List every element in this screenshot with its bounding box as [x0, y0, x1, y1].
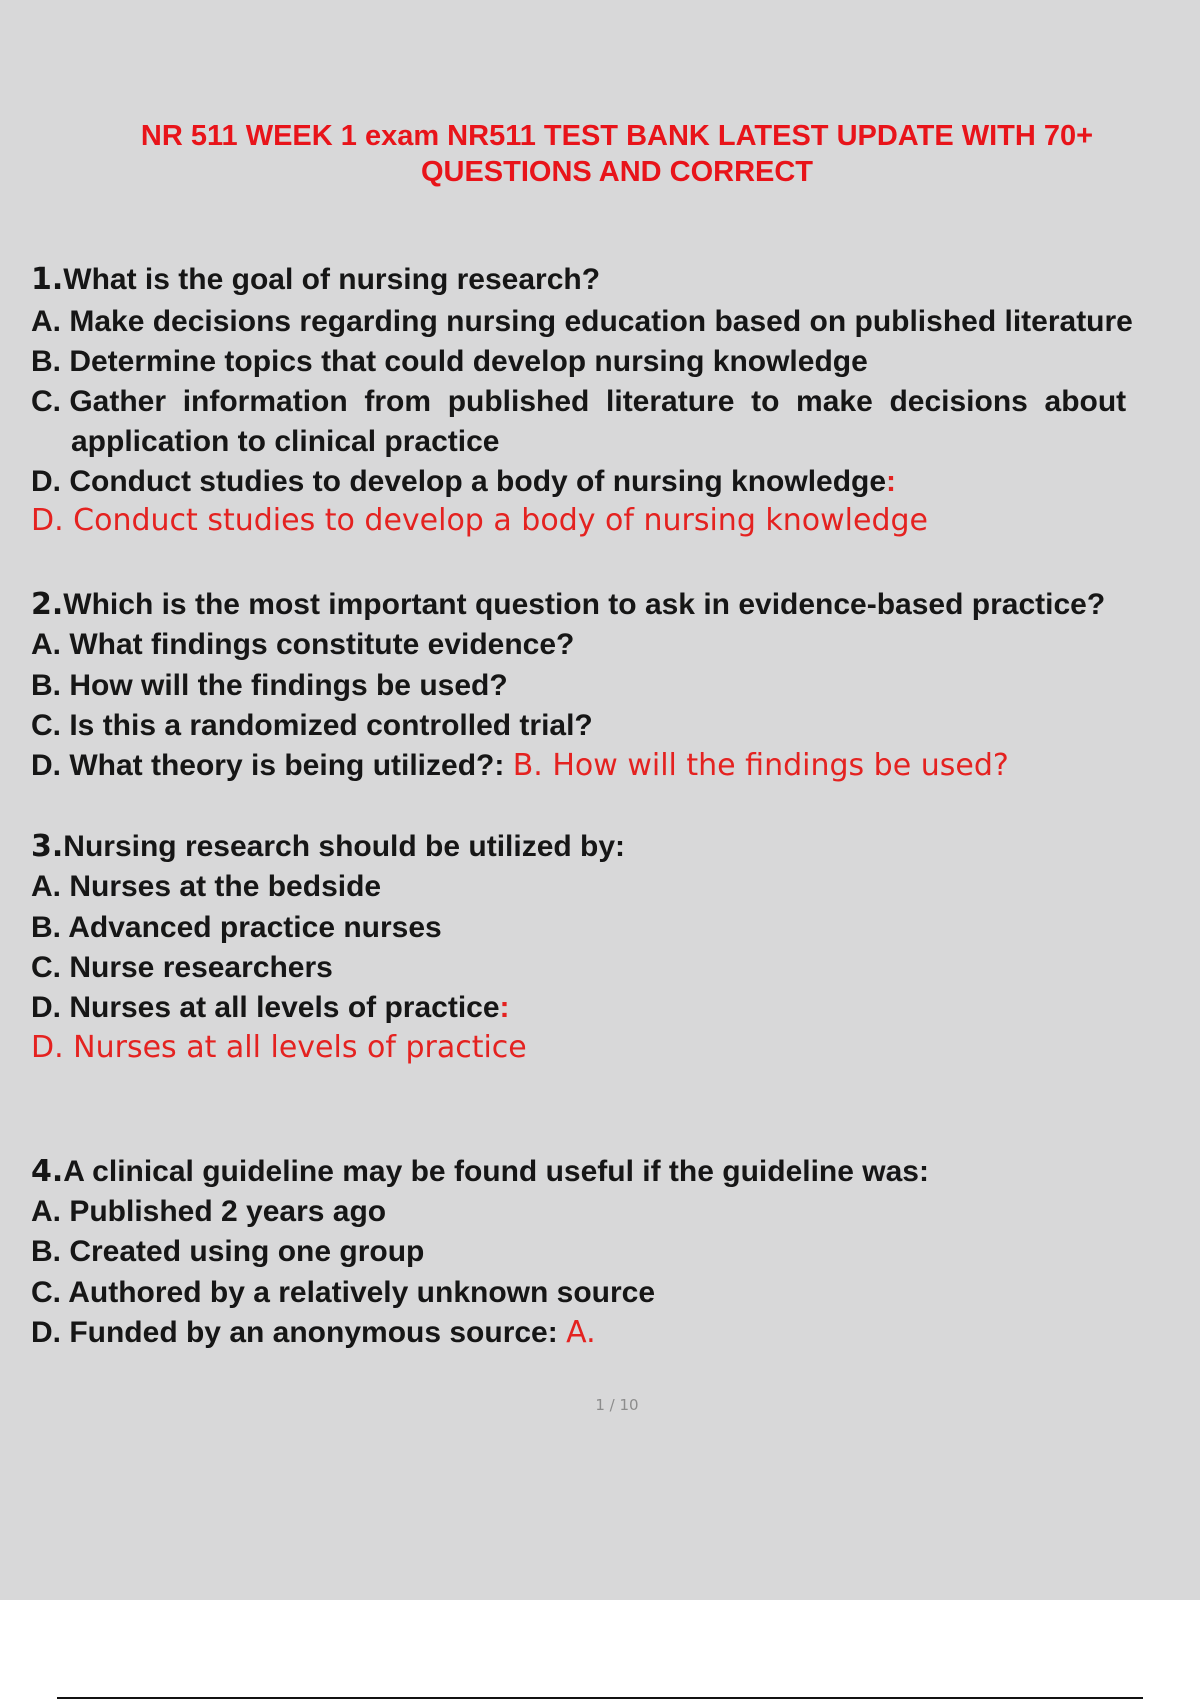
question-number: 1. — [31, 262, 64, 297]
question-3-option-b: B. Advanced practice nurses — [31, 911, 442, 944]
question-2-option-a: A. What findings constitute evidence? — [31, 628, 575, 661]
title-line-2: QUESTIONS AND CORRECT — [420, 156, 814, 188]
question-1-option-b: B. Determine topics that could develop nursing knowledge — [31, 345, 868, 378]
question-text: Nursing research should be utilized by: — [63, 830, 626, 863]
question-1-option-d — [31, 464, 896, 500]
question-4-stem — [31, 1154, 929, 1190]
question-4-option-c: C. Authored by a relatively unknown source — [31, 1276, 656, 1309]
question-4-answer: A. — [566, 1315, 596, 1350]
answer-separator: : — [499, 991, 510, 1024]
question-2-answer: B. How will the findings be used? — [512, 748, 1009, 783]
question-4-option-d — [31, 1315, 596, 1351]
answer-separator: : — [886, 465, 897, 498]
title-line-1: NR 511 WEEK 1 exam NR511 TEST BANK LATEST UPDATE WITH 70+ — [140, 120, 1094, 152]
question-number: 3. — [31, 829, 64, 864]
option-d-text: D. Nurses at all levels of practice — [31, 991, 500, 1024]
question-3-option-d — [31, 990, 510, 1026]
question-4-option-a: A. Published 2 years ago — [31, 1195, 387, 1228]
question-text: What is the goal of nursing research? — [63, 263, 601, 296]
question-1-answer: D. Conduct studies to develop a body of nursing knowledge — [31, 503, 929, 538]
question-3-option-a: A. Nurses at the bedside — [31, 870, 382, 903]
question-text: Which is the most important question to ask in evidence-based practice? — [63, 588, 1106, 621]
question-4-option-b: B. Created using one group — [31, 1235, 425, 1268]
question-3-stem — [31, 829, 625, 865]
question-3-answer: D. Nurses at all levels of practice — [31, 1030, 527, 1065]
question-2-stem — [31, 587, 1105, 623]
option-d-text: D. Funded by an anonymous source: — [31, 1316, 558, 1349]
option-d-text: D. Conduct studies to develop a body of nursing knowledge — [31, 465, 887, 498]
question-text: A clinical guideline may be found useful if the guideline was: — [63, 1155, 929, 1188]
question-number: 4. — [31, 1154, 64, 1189]
question-2-option-b: B. How will the findings be used? — [31, 669, 508, 702]
option-d-text: D. What theory is being utilized?: — [31, 749, 505, 782]
question-1-option-a: A. Make decisions regarding nursing education based on published literature — [31, 305, 1133, 338]
page-indicator: 1 / 10 — [595, 1396, 639, 1414]
question-1-stem — [31, 262, 600, 298]
question-2-option-d — [31, 748, 1009, 784]
document-title — [0, 118, 1200, 190]
question-1-option-c: C. Gather information from published literature to make decisions about — [31, 385, 1127, 418]
question-1-option-c-cont: application to clinical practice — [71, 425, 500, 458]
question-3-option-c: C. Nurse researchers — [31, 951, 333, 984]
question-2-option-c: C. Is this a randomized controlled trial? — [31, 709, 593, 742]
question-number: 2. — [31, 587, 64, 622]
footer-divider — [57, 1697, 1143, 1699]
